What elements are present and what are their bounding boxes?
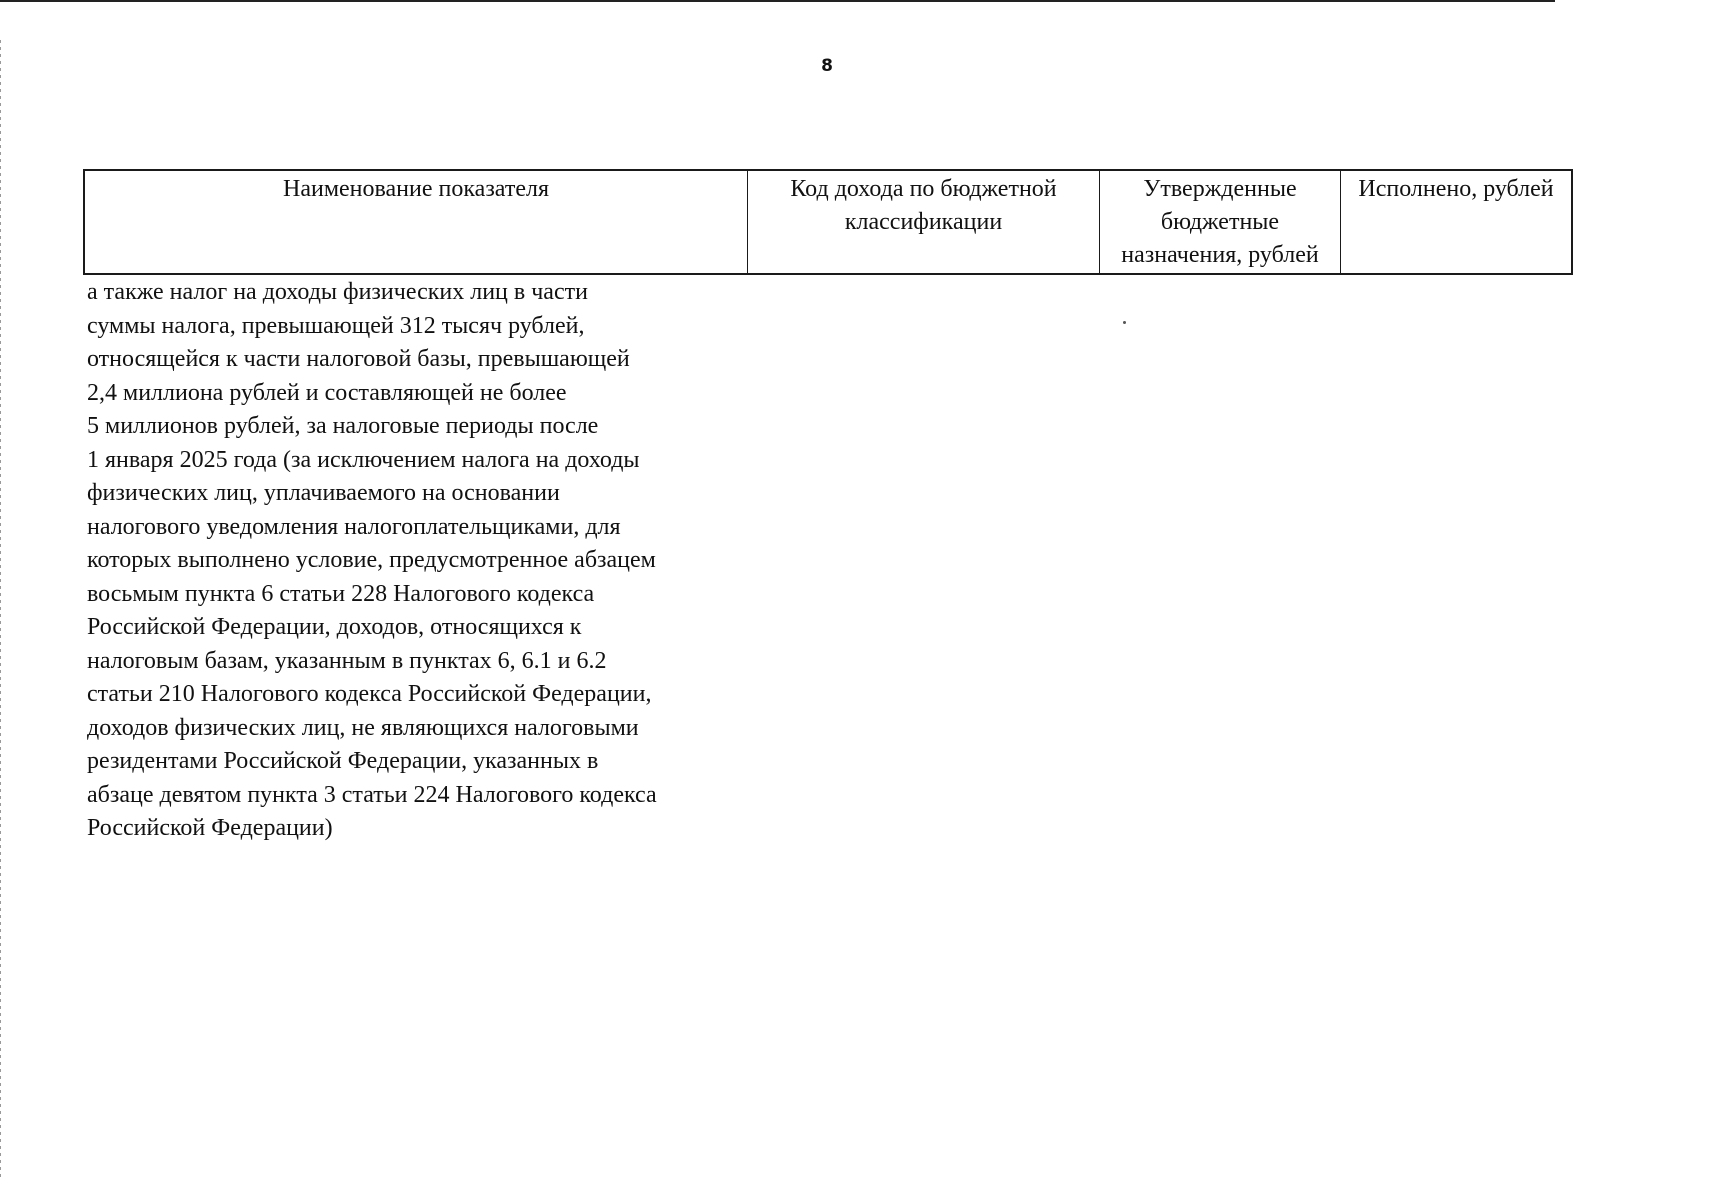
header-executed: Исполнено, рублей <box>1358 176 1554 202</box>
indicator-description: а также налог на доходы физических лиц в части суммы налога, превышающей 312 тысяч рублей, относящейся к части налоговой базы, превышающей 2,4 миллиона рублей и составляющей не более 5 миллионов рублей, за налоговые периоды после 1 января 2025 года (за исключением налога на доходы физических лиц, уплачиваемого на основании налогового уведомления налогоплательщиками, для которых выполнено условие, предусмотренное абзацем восьмым пункта 6 статьи 228 Налогового кодекса Российской Федерации, доходов, относящихся к налоговым базам, указанным в пунктах 6, 6.1 и 6.2 статьи 210 Налогового кодекса Российской Федерации, доходов физических лиц, не являющихся налоговыми резидентами Российской Федерации, указанных в абзаце девятом пункта 3 статьи 224 Налогового кодекса Российской Федерации) <box>87 279 657 841</box>
header-indicator-name: Наименование показателя <box>85 171 748 273</box>
table-header-row <box>83 169 1573 275</box>
header-approved-appropriations: Утвержденные бюджетные назначения, рублей <box>1100 171 1341 273</box>
left-scan-edge <box>0 40 1 1180</box>
scan-speck <box>1123 321 1126 324</box>
page-number: 8 <box>821 56 833 76</box>
top-scan-edge <box>0 0 1555 2</box>
header-income-code: Код дохода по бюджетной классификации <box>748 171 1100 273</box>
